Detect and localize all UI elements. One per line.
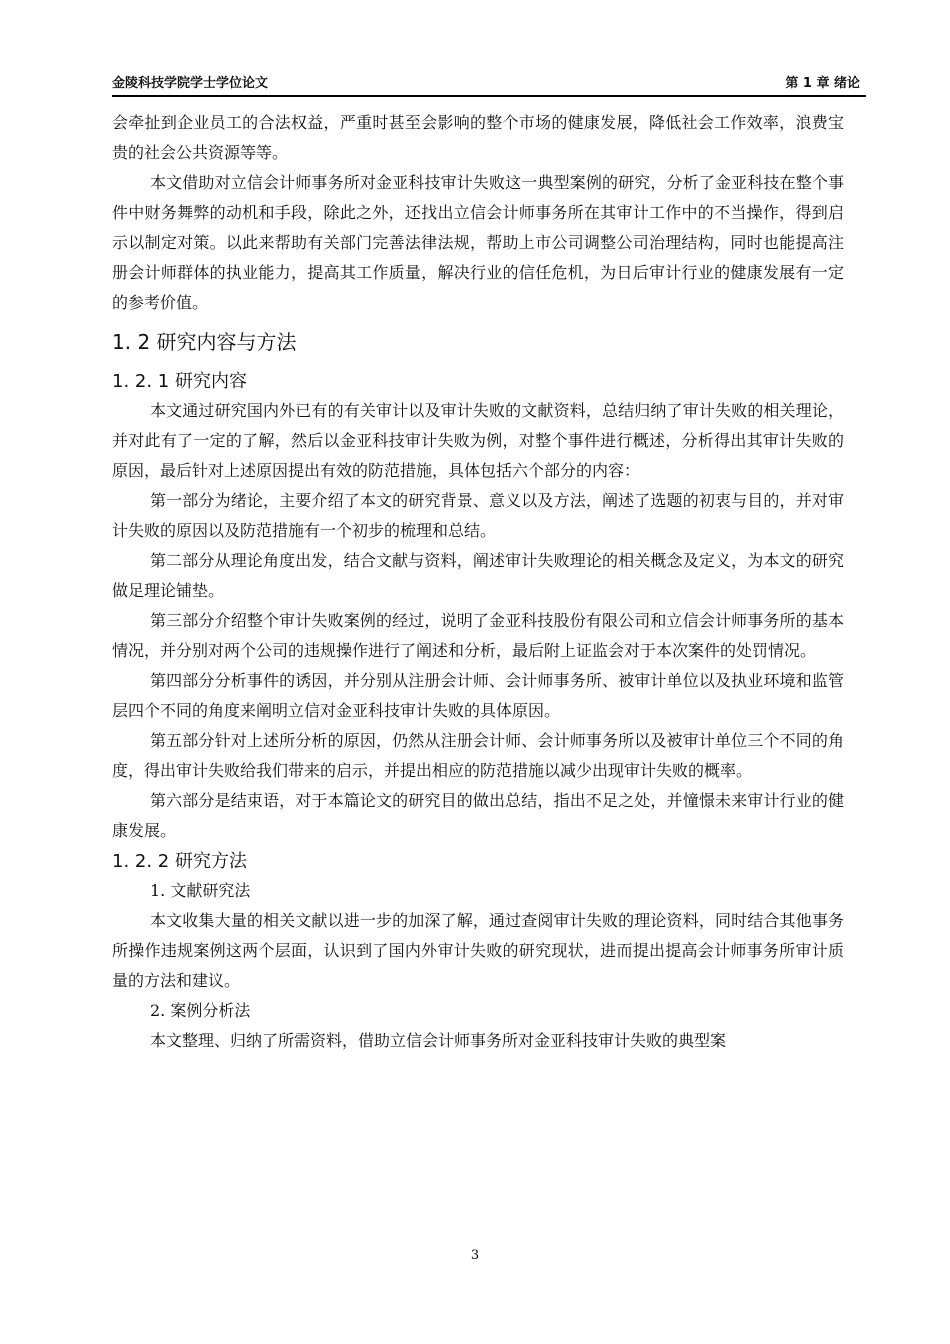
paragraph: 本文借助对立信会计师事务所对金亚科技审计失败这一典型案例的研究，分析了金亚科技在整个事件中财务舞弊的动机和手段，除此之外，还找出立信会计师事务所在其审计工作中的不当操作，得到启示以制定对策。以此来帮助有关部门完善法律法规，帮助上市公司调整公司治理结构，同时也能提高注册会计师群体的执业能力，提高其工作质量，解决行业的信任危机，为日后审计行业的健康发展有一定的参考价值。 [112, 173, 844, 312]
subsection-heading: 1. 2. 2 研究方法 [112, 851, 247, 872]
paragraph: 第六部分是结束语，对于本篇论文的研究目的做出总结，指出不足之处，并憧憬未来审计行业的健康发展。 [112, 791, 844, 840]
header-thesis-title: 金陵科技学院学士学位论文 [112, 76, 269, 91]
page-number: 3 [470, 1248, 480, 1263]
header-chapter-title: 第 1 章 绪论 [785, 76, 860, 91]
section-heading: 1. 2 研究内容与方法 [112, 330, 297, 354]
paragraph: 第五部分针对上述所分析的原因，仍然从注册会计师、会计师事务所以及被审计单位三个不同的角度，得出审计失败给我们带来的启示，并提出相应的防范措施以减少出现审计失败的概率。 [112, 731, 844, 780]
paragraph: 本文收集大量的相关文献以进一步的加深了解，通过查阅审计失败的理论资料，同时结合其他事务所操作违规案例这两个层面，认识到了国内外审计失败的研究现状，进而提出提高会计师事务所审计质量的方法和建议。 [112, 911, 844, 990]
method-heading: 2. 案例分析法 [150, 1001, 251, 1020]
paragraph: 第二部分从理论角度出发，结合文献与资料，阐述审计失败理论的相关概念及定义，为本文的研究做足理论铺垫。 [112, 551, 844, 600]
paragraph: 第三部分介绍整个审计失败案例的经过，说明了金亚科技股份有限公司和立信会计师事务所的基本情况，并分别对两个公司的违规操作进行了阐述和分析，最后附上证监会对于本次案件的处罚情况。 [112, 611, 844, 660]
page-body [112, 108, 844, 1056]
subsection-heading: 1. 2. 1 研究内容 [112, 371, 247, 392]
paragraph: 本文整理、归纳了所需资料，借助立信会计师事务所对金亚科技审计失败的典型案 [150, 1031, 727, 1050]
paragraph: 会牵扯到企业员工的合法权益，严重时甚至会影响的整个市场的健康发展，降低社会工作效率，浪费宝贵的社会公共资源等等。 [112, 113, 844, 162]
method-heading: 1. 文献研究法 [150, 881, 251, 900]
page-header [112, 73, 866, 97]
paragraph: 本文通过研究国内外已有的有关审计以及审计失败的文献资料，总结归纳了审计失败的相关理论，并对此有了一定的了解，然后以金亚科技审计失败为例，对整个事件进行概述，分析得出其审计失败的原因，最后针对上述原因提出有效的防范措施，具体包括六个部分的内容： [112, 401, 844, 480]
paragraph: 第一部分为绪论，主要介绍了本文的研究背景、意义以及方法，阐述了选题的初衷与目的，并对审计失败的原因以及防范措施有一个初步的梳理和总结。 [112, 491, 844, 540]
paragraph: 第四部分分析事件的诱因，并分别从注册会计师、会计师事务所、被审计单位以及执业环境和监管层四个不同的角度来阐明立信对金亚科技审计失败的具体原因。 [112, 671, 844, 720]
